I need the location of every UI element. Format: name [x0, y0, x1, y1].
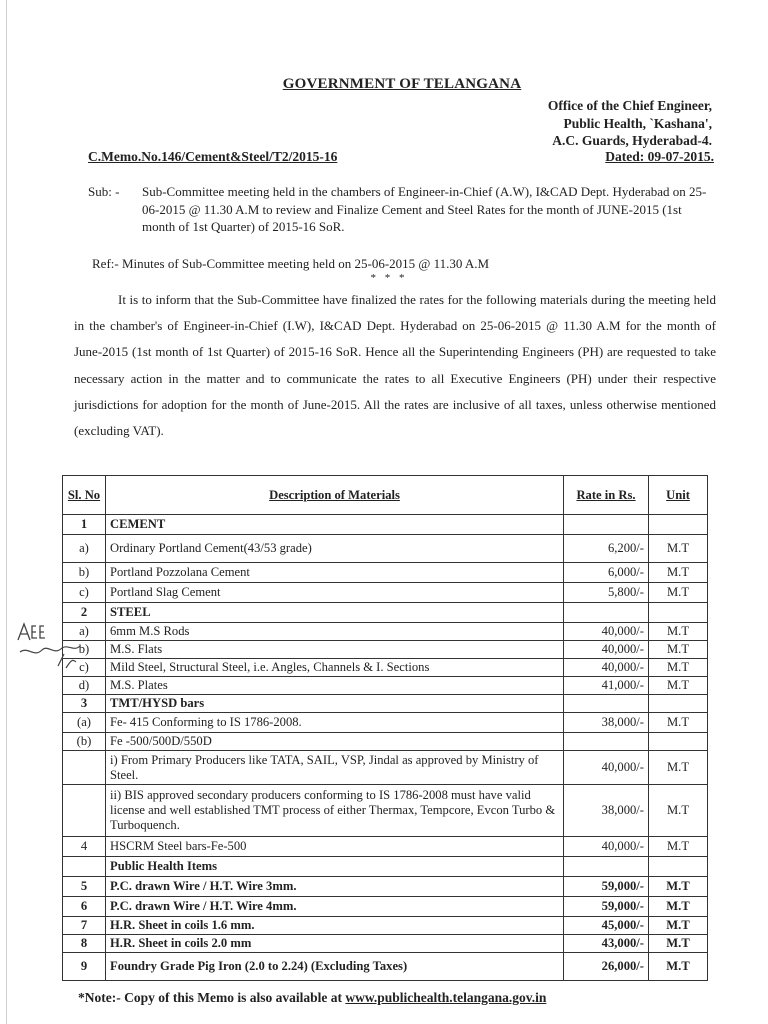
table-row	[63, 623, 708, 641]
cell-rate	[564, 603, 649, 623]
table-row	[63, 877, 708, 897]
header-rate: Rate in Rs.	[564, 476, 649, 515]
cell-description: Portland Slag Cement	[106, 583, 564, 603]
cell-unit: M.T	[649, 563, 708, 583]
cell-sl-no: 4	[63, 837, 106, 857]
cell-sl-no: 8	[63, 935, 106, 953]
cell-description: H.R. Sheet in coils 1.6 mm.	[106, 917, 564, 935]
cell-description: ii) BIS approved secondary producers conforming to IS 1786-2008 must have valid license and well established TMT process of either Thermax, Tempcore, Evcon Turbo & Turboquench.	[106, 785, 564, 837]
table-row	[63, 953, 708, 981]
cell-sl-no: c)	[63, 583, 106, 603]
cell-rate	[564, 695, 649, 713]
cell-sl-no: 3	[63, 695, 106, 713]
cell-description: Fe -500/500D/550D	[106, 733, 564, 751]
reference-line: Ref:- Minutes of Sub-Committee meeting held on 25-06-2015 @ 11.30 A.M	[92, 256, 490, 271]
cell-sl-no: b)	[63, 641, 106, 659]
table-row	[63, 837, 708, 857]
header-unit: Unit	[649, 476, 708, 515]
cell-sl-no	[63, 785, 106, 837]
memo-note	[78, 990, 546, 1006]
cell-sl-no	[63, 857, 106, 877]
cell-description: Ordinary Portland Cement(43/53 grade)	[106, 535, 564, 563]
cell-sl-no: 7	[63, 917, 106, 935]
cell-sl-no: d)	[63, 677, 106, 695]
cell-unit: M.T	[649, 535, 708, 563]
government-title: GOVERNMENT OF TELANGANA	[282, 76, 522, 92]
table-header-row	[63, 476, 708, 515]
cell-unit: M.T	[649, 713, 708, 733]
subject-block	[88, 183, 708, 236]
table-row	[63, 677, 708, 695]
cell-unit: M.T	[649, 935, 708, 953]
cell-sl-no: 2	[63, 603, 106, 623]
rates-table	[62, 475, 708, 981]
table-row	[63, 603, 708, 623]
cell-description: Public Health Items	[106, 857, 564, 877]
cell-description: P.C. drawn Wire / H.T. Wire 4mm.	[106, 897, 564, 917]
cell-unit: M.T	[649, 677, 708, 695]
cell-rate: 40,000/-	[564, 837, 649, 857]
cell-description: Portland Pozzolana Cement	[106, 563, 564, 583]
header-description: Description of Materials	[106, 476, 564, 515]
page-edge	[6, 0, 7, 1024]
table-row	[63, 695, 708, 713]
cell-unit	[649, 733, 708, 751]
cell-unit: M.T	[649, 785, 708, 837]
cell-description: i) From Primary Producers like TATA, SAIL, VSP, Jindal as approved by Ministry of Steel.	[106, 751, 564, 785]
table-row	[63, 515, 708, 535]
subject-label: Sub: -	[88, 184, 120, 199]
cell-sl-no: 1	[63, 515, 106, 535]
cell-rate: 40,000/-	[564, 751, 649, 785]
table-body	[63, 515, 708, 981]
separator-stars: * * *	[370, 272, 408, 284]
table-row	[63, 751, 708, 785]
cell-unit	[649, 695, 708, 713]
cell-rate: 5,800/-	[564, 583, 649, 603]
cell-description: P.C. drawn Wire / H.T. Wire 3mm.	[106, 877, 564, 897]
cell-description: HSCRM Steel bars-Fe-500	[106, 837, 564, 857]
subject-text: Sub-Committee meeting held in the chambers of Engineer-in-Chief (A.W), I&CAD Dept. Hyderabad on 25-06-2015 @ 11.30 A.M to review and Finalize Cement and Steel Rates for the month of JUNE-2015 (1st month of 1st Quarter) of 2015-16 SoR.	[142, 184, 707, 234]
cell-sl-no: 9	[63, 953, 106, 981]
cell-description: Fe- 415 Conforming to IS 1786-2008.	[106, 713, 564, 733]
header-sl-no: Sl. No	[63, 476, 106, 515]
cell-unit: M.T	[649, 751, 708, 785]
cell-description: STEEL	[106, 603, 564, 623]
cell-description: CEMENT	[106, 515, 564, 535]
memo-date: Dated: 09-07-2015.	[605, 149, 714, 164]
cell-sl-no: a)	[63, 623, 106, 641]
cell-unit: M.T	[649, 953, 708, 981]
cell-rate: 6,000/-	[564, 563, 649, 583]
table-row	[63, 583, 708, 603]
cell-unit: M.T	[649, 659, 708, 677]
cell-rate: 40,000/-	[564, 659, 649, 677]
cell-rate: 41,000/-	[564, 677, 649, 695]
cell-description: M.S. Flats	[106, 641, 564, 659]
cell-sl-no: b)	[63, 563, 106, 583]
cell-rate: 6,200/-	[564, 535, 649, 563]
table-row	[63, 641, 708, 659]
cell-description: M.S. Plates	[106, 677, 564, 695]
cell-sl-no: 6	[63, 897, 106, 917]
table-row	[63, 563, 708, 583]
cell-unit: M.T	[649, 837, 708, 857]
cell-description: Foundry Grade Pig Iron (2.0 to 2.24) (Excluding Taxes)	[106, 953, 564, 981]
cell-description: Mild Steel, Structural Steel, i.e. Angles, Channels & I. Sections	[106, 659, 564, 677]
cell-sl-no: (b)	[63, 733, 106, 751]
table-row	[63, 917, 708, 935]
office-line: Office of the Chief Engineer,	[547, 98, 712, 113]
note-text: *Note:- Copy of this Memo is also available at	[78, 990, 346, 1005]
office-line: A.C. Guards, Hyderabad-4.	[552, 133, 712, 148]
cell-rate	[564, 733, 649, 751]
cell-description: 6mm M.S Rods	[106, 623, 564, 641]
cell-rate: 40,000/-	[564, 641, 649, 659]
table-row	[63, 935, 708, 953]
cell-sl-no: 5	[63, 877, 106, 897]
cell-unit: M.T	[649, 623, 708, 641]
cell-rate: 45,000/-	[564, 917, 649, 935]
cell-sl-no: (a)	[63, 713, 106, 733]
cell-rate	[564, 857, 649, 877]
table-row	[63, 897, 708, 917]
table-row	[63, 857, 708, 877]
cell-description: TMT/HYSD bars	[106, 695, 564, 713]
table-row	[63, 785, 708, 837]
cell-rate: 43,000/-	[564, 935, 649, 953]
body-paragraph: It is to inform that the Sub-Committee have finalized the rates for the following materials during the meeting held in the chamber's of Engineer-in-Chief (I.W), I&CAD Dept. Hyderabad on 25-06-2015 @ 11.30 A.M for the month of June-2015 (1st month of 1st Quarter) of 2015-16 SoR. Hence all the Superintending Engineers (PH) are requested to take necessary action in the matter and to communicate the rates to all Executive Engineers (PH) under their respective jurisdictions for adoption for the month of June-2015. All the rates are inclusive of all taxes, unless otherwise mentioned (excluding VAT).	[74, 292, 716, 439]
cell-rate: 26,000/-	[564, 953, 649, 981]
cell-rate: 59,000/-	[564, 877, 649, 897]
cell-unit	[649, 515, 708, 535]
cell-unit: M.T	[649, 877, 708, 897]
cell-sl-no	[63, 751, 106, 785]
memo-number: C.Memo.No.146/Cement&Steel/T2/2015-16	[88, 149, 338, 164]
cell-unit: M.T	[649, 641, 708, 659]
cell-unit: M.T	[649, 897, 708, 917]
table-row	[63, 733, 708, 751]
cell-rate	[564, 515, 649, 535]
cell-sl-no: c)	[63, 659, 106, 677]
website-link[interactable]: www.publichealth.telangana.gov.in	[345, 990, 547, 1005]
cell-unit: M.T	[649, 917, 708, 935]
table-row	[63, 713, 708, 733]
cell-rate: 38,000/-	[564, 713, 649, 733]
cell-description: H.R. Sheet in coils 2.0 mm	[106, 935, 564, 953]
handwritten-annotation	[14, 618, 86, 688]
office-address	[548, 97, 712, 150]
cell-unit	[649, 857, 708, 877]
cell-unit: M.T	[649, 583, 708, 603]
cell-rate: 38,000/-	[564, 785, 649, 837]
cell-sl-no: a)	[63, 535, 106, 563]
cell-rate: 59,000/-	[564, 897, 649, 917]
table-row	[63, 535, 708, 563]
office-line: Public Health, `Kashana',	[563, 115, 712, 131]
table-row	[63, 659, 708, 677]
cell-unit	[649, 603, 708, 623]
cell-rate: 40,000/-	[564, 623, 649, 641]
